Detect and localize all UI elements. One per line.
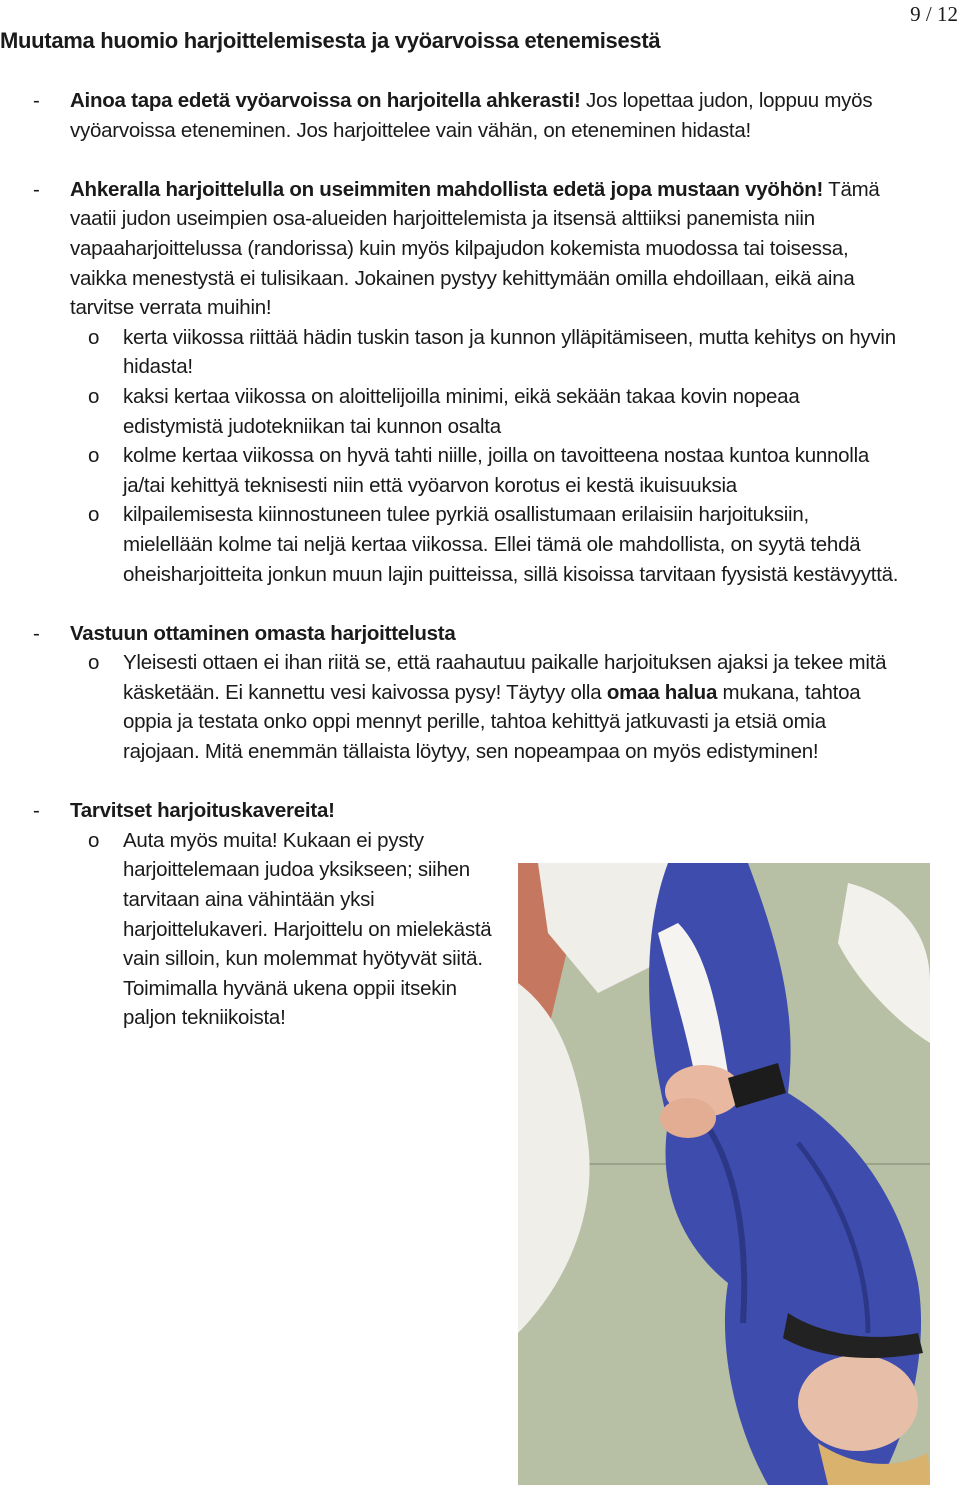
list-item: o kilpailemisesta kiinnostuneen tulee pyrkiä osallistumaan erilaisiin harjoituksiin, mielellään kolme tai neljä kertaa viikossa. Ellei tämä ole mahdollista, on syytä tehdä oheisharjoitteita jonkun muun lajin puitteissa, sillä kisoissa tarvitaan fyysistä kestävyyttä. [70, 500, 900, 589]
section-heading: Vastuun ottaminen omasta harjoittelusta [70, 621, 456, 645]
o-bullet: o [88, 651, 100, 675]
section-heading: Ahkeralla harjoittelulla on useimmiten mahdollista edetä jopa mustaan vyöhön! [70, 177, 824, 201]
section-black-belt [0, 175, 900, 589]
training-frequency-list [70, 323, 900, 589]
partners-list [70, 826, 510, 1033]
dash-bullet: - [33, 621, 40, 645]
dash-bullet: - [33, 799, 40, 823]
responsibility-list [70, 648, 900, 766]
section-practice-hard [0, 86, 900, 145]
o-bullet: o [88, 444, 100, 468]
o-bullet: o [88, 384, 100, 408]
face [798, 1355, 918, 1451]
list-item: o kolme kertaa viikossa on hyvä tahti niille, joilla on tavoitteena nostaa kuntoa kunnolla ja/tai kehittyä teknisesti niin että vyöarvon korotus ei kestä ikuisuuksia [70, 441, 900, 500]
dash-bullet: - [33, 89, 40, 112]
dash-bullet: - [33, 177, 40, 201]
document-title: Muutama huomio harjoittelemisesta ja vyöarvoissa etenemisestä [0, 28, 661, 53]
o-bullet: o [88, 503, 100, 527]
list-item: o Auta myös muita! Kukaan ei pysty harjoittelemaan judoa yksikseen; siihen tarvitaan aina vähintään yksi harjoittelukaveri. Harjoittelu on mielekästä vain silloin, kun molemmat hyötyvät siitä. Toimimalla hyvänä ukena oppii itsekin paljon tekniikoista! [70, 826, 510, 1033]
list-item: o kerta viikossa riittää hädin tuskin tason ja kunnon ylläpitämiseen, mutta kehitys on hyvin hidasta! [70, 323, 900, 382]
list-item: o Yleisesti ottaen ei ihan riitä se, että raahautuu paikalle harjoituksen ajaksi ja tekee mitä käsketään. Ei kannettu vesi kaivossa pysy! Täytyy olla omaa halua mukana, tahtoa oppia ja testata onko oppi mennyt perille, tahtoa kehittyä jatkuvasti ja etsiä omia rajojaan. Mitä enemmän tällaista löytyy, sen nopeampaa on myös edistyminen! [70, 648, 900, 766]
o-bullet: o [88, 828, 100, 852]
o-bullet: o [88, 325, 100, 349]
section-heading: Tarvitset harjoituskavereita! [70, 799, 335, 823]
gripping-hands [660, 1098, 716, 1138]
section-heading: Ainoa tapa edetä vyöarvoissa on harjoitella ahkerasti! [70, 89, 581, 112]
list-item: o kaksi kertaa viikossa on aloittelijoilla minimi, eikä sekään takaa kovin nopeaa edistymistä judotekniikan tai kunnon osalta [70, 382, 900, 441]
emphasis: omaa halua [606, 680, 718, 704]
page-number: 9 / 12 [910, 2, 958, 26]
section-text: Tämä vaatii judon useimpien osa-alueiden harjoittelemista ja itsensä alttiiksi panemista niin vapaaharjoittelussa (randorissa) kuin myös kilpajudon kokemista muodossa tai toisessa, vaikka menestystä ei tulisikaan. Jokainen pystyy kehittymään omilla ehdoillaan, eikä aina tarvitse verrata muihin! [70, 177, 880, 320]
section-text: Jos lopettaa judon, loppuu myös vyöarvoissa eteneminen. Jos harjoittelee vain vähän, on eteneminen hidasta! [70, 89, 873, 142]
judo-photo [518, 863, 930, 1485]
section-responsibility [0, 619, 900, 767]
